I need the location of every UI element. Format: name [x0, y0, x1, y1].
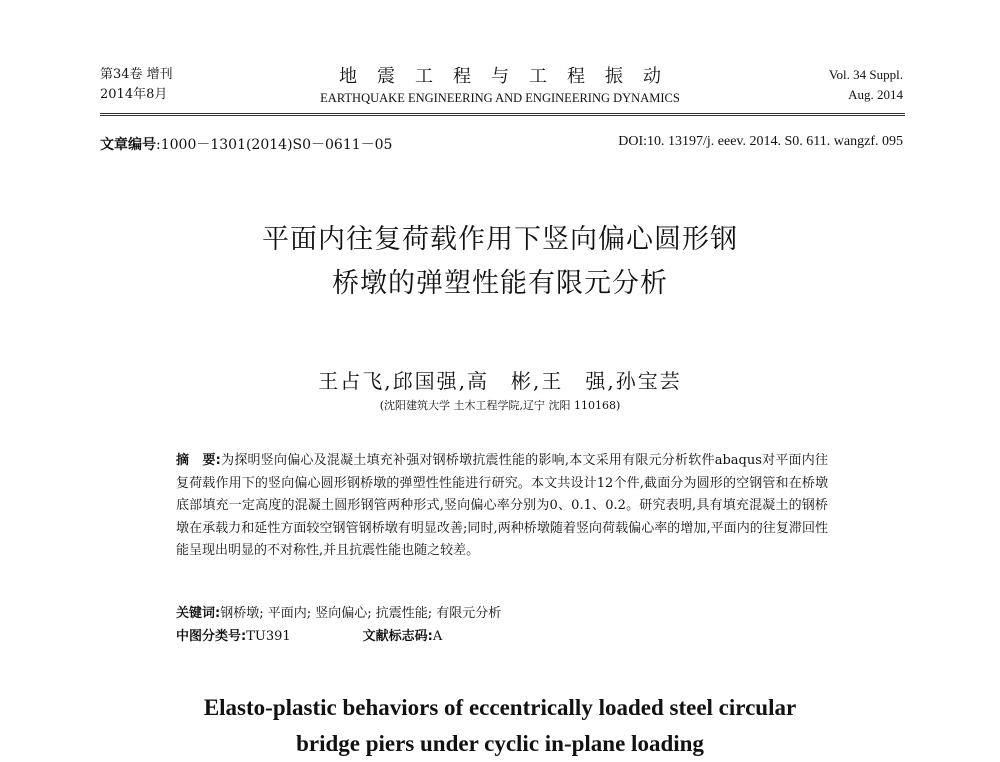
affiliation: (沈阳建筑大学 土木工程学院,辽宁 沈阳 110168)	[379, 399, 621, 412]
keywords-text: 钢桥墩; 平面内; 竖向偏心; 抗震性能; 有限元分析	[220, 606, 502, 621]
clc-value: TU391	[246, 629, 291, 644]
doc-code-label: 文献标志码:	[362, 629, 433, 644]
keywords-label: 关键词:	[176, 606, 221, 621]
abstract-label: 摘 要:	[176, 453, 221, 468]
classification	[176, 625, 442, 644]
paper-title-en	[0, 690, 1000, 762]
article-number	[100, 134, 392, 154]
header-divider-second	[100, 115, 905, 116]
header-divider	[100, 113, 905, 114]
en-title-line-1: Elasto-plastic behaviors of eccentrically loaded steel circular	[203, 695, 797, 720]
title-line-2: 桥墩的弹塑性能有限元分析	[332, 268, 668, 299]
clc-label: 中图分类号:	[176, 629, 247, 644]
journal-name-en: EARTHQUAKE ENGINEERING AND ENGINEERING DYNAMICS	[320, 91, 680, 105]
keywords	[176, 602, 501, 621]
issue-date-cn: 2014年8月	[100, 87, 168, 102]
title-line-1: 平面内往复荷载作用下竖向偏心圆形钢	[262, 224, 738, 255]
paper-title-cn	[0, 218, 1000, 306]
abstract	[176, 450, 828, 563]
volume-en: Vol. 34 Suppl.	[828, 67, 903, 82]
journal-name-cn: 地震工程与工程振动	[339, 66, 681, 87]
article-number-value: :1000－1301(2014)S0－0611－05	[156, 137, 393, 153]
article-number-label: 文章编号	[100, 137, 156, 153]
issue-date-en: Aug. 2014	[848, 87, 903, 102]
volume-issue: 第34卷 增刊	[100, 67, 173, 82]
authors: 王占飞,邱国强,高 彬,王 强,孙宝芸	[318, 369, 682, 393]
abstract-text: 为探明竖向偏心及混凝土填充补强对钢桥墩抗震性能的影响,本文采用有限元分析软件abaqus对平面内往复荷载作用下的竖向偏心圆形钢桥墩的弹塑性性能进行研究。本文共设计12个件,截面分为圆形的空钢管和在桥墩底部填充一定高度的混凝土圆形钢管两种形式,竖向偏心率分别为0、0.1、0.2。研究表明,具有填充混凝土的钢桥墩在承载力和延性方面较空钢管钢桥墩有明显改善;同时,两种桥墩随着竖向荷载偏心率的增加,平面内的往复滞回性能呈现出明显的不对称性,并且抗震性能也随之较差。	[176, 453, 828, 558]
doc-code-value: A	[432, 629, 443, 644]
doi: DOI:10. 13197/j. eeev. 2014. S0. 611. wangzf. 095	[618, 134, 903, 149]
en-title-line-2: bridge piers under cyclic in-plane loading	[296, 731, 704, 756]
journal-volume-en	[829, 65, 903, 105]
